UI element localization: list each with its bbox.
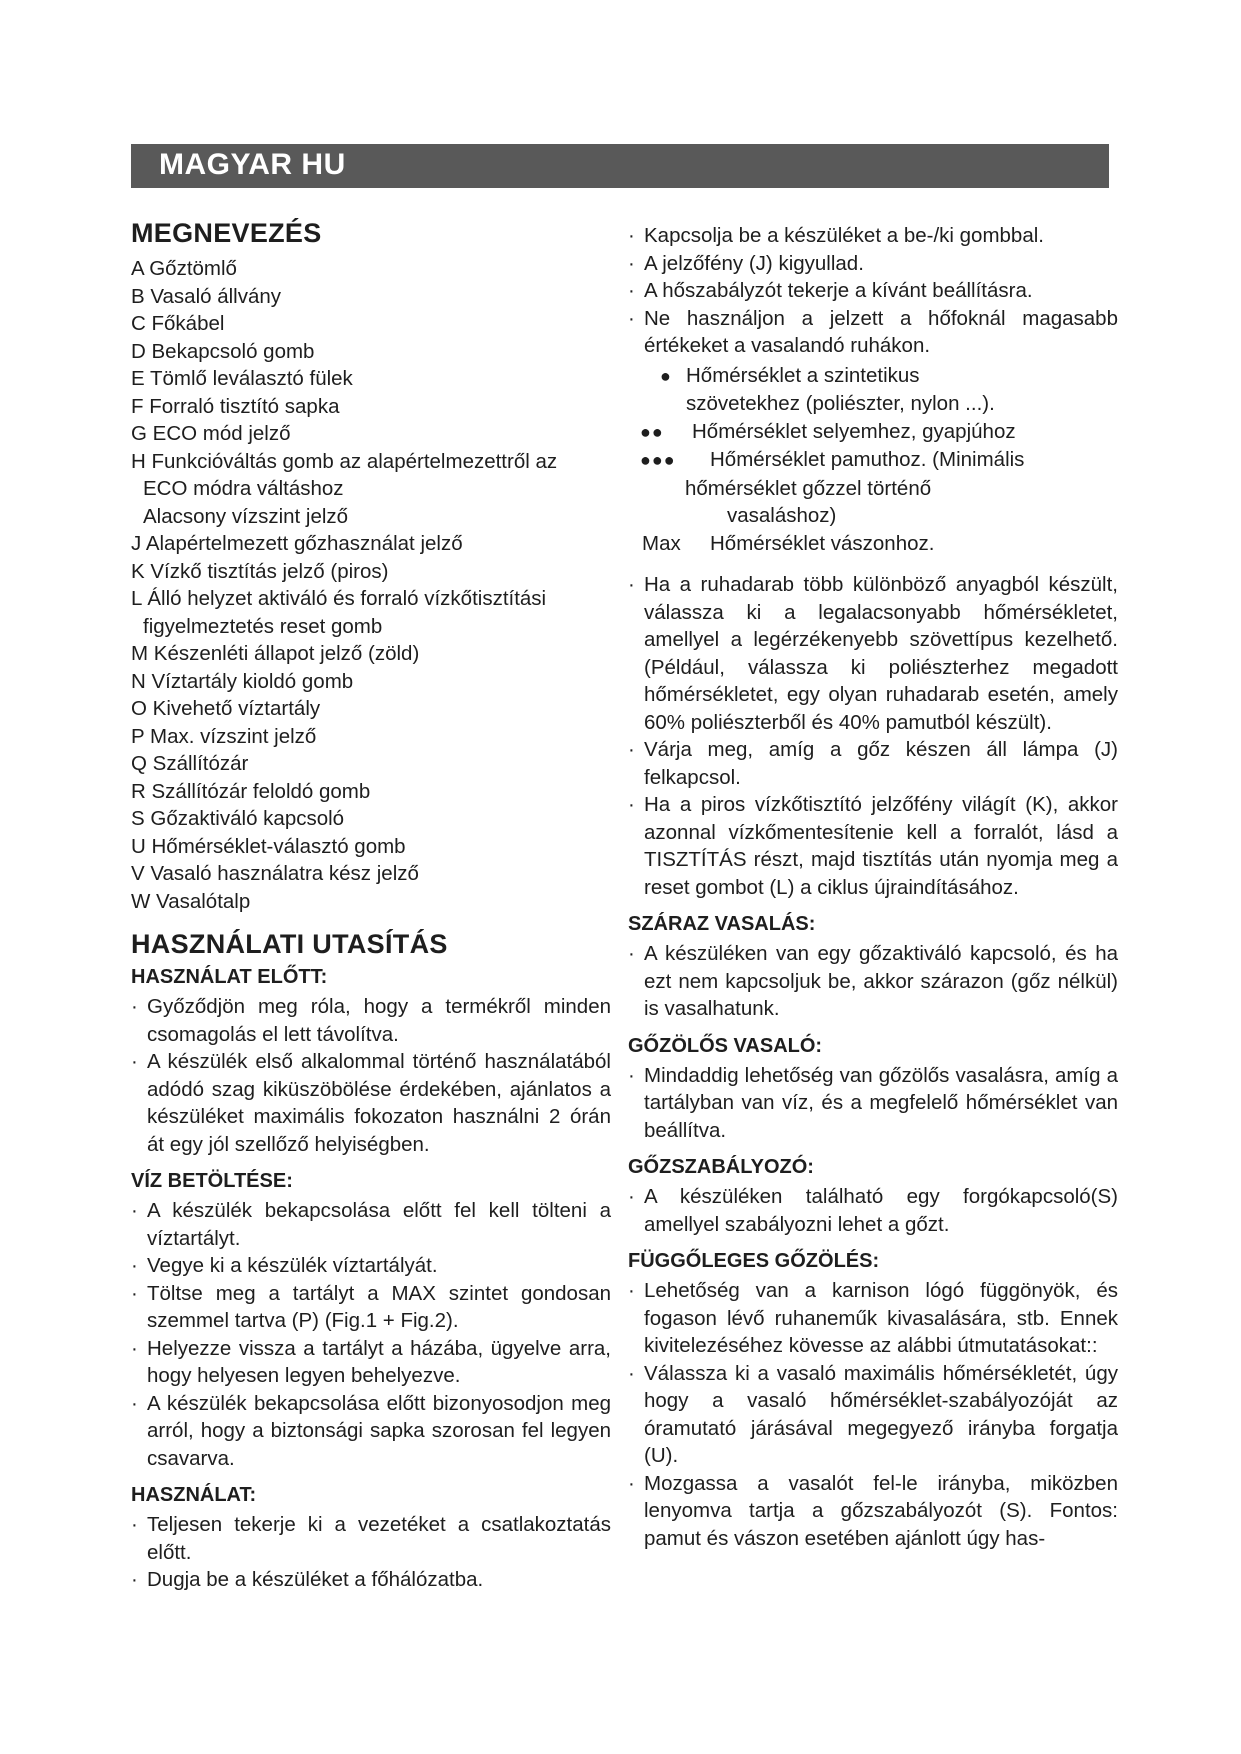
before-use-heading: HASZNÁLAT ELŐTT: xyxy=(131,966,328,988)
list-item: · A hőszabályzót tekerje a kívánt beállításra. xyxy=(628,277,1118,305)
list-item: · Ha a piros vízkőtisztító jelzőfény világít (K), akkor azonnal vízkőmentesítenie kell a forralót, lásd a TISZTÍTÁS részt, majd tisztítás után nyomja meg a reset gombot (L) a ciklus újraindításához. xyxy=(628,791,1118,901)
temp-text: vasaláshoz) xyxy=(727,504,837,527)
list-item: S Gőzaktiváló kapcsoló xyxy=(131,807,345,830)
temp-row-synthetic-cont xyxy=(628,390,1118,418)
list-item: · Válassza ki a vasaló maximális hőmérsékletét, úgy hogy a vasaló hőmérséklet-szabályozóját az óramutató járásával megegyező irányba forgatja (U). xyxy=(628,1360,1118,1470)
list-item: · Dugja be a készüléket a főhálózatba. xyxy=(131,1566,611,1594)
list-item: P Max. vízszint jelző xyxy=(131,724,317,748)
list-item: U Hőmérséklet-választó gomb xyxy=(131,834,406,858)
two-dot-symbol: ●● xyxy=(640,421,664,442)
list-item: V Vasaló használatra kész jelző xyxy=(131,862,419,885)
temp-row-linen xyxy=(628,530,1118,558)
list-item: figyelmeztetés reset gomb xyxy=(143,614,383,638)
list-item: · Helyezze vissza a tartályt a házába, ügyelve arra, hogy helyesen legyen behelyezve. xyxy=(131,1335,611,1390)
list-item: · Kapcsolja be a készüléket a be-/ki gombbal. xyxy=(628,222,1118,250)
list-item: M Készenléti állapot jelző (zöld) xyxy=(131,642,420,665)
language-banner xyxy=(131,144,1109,188)
list-item: · A készülék bekapcsolása előtt bizonyosodjon meg arról, hogy a biztonsági sapka szorosan fel legyen csavarva. xyxy=(131,1390,611,1473)
list-item: · Ha a ruhadarab több különböző anyagból készült, válassza ki a legalacsonyabb hőmérsékletet, amellyel a legérzékenyebb szövettípus kezelhető. (Például, válassza ki poliészterhez megadott hőmérsékletet, egy olyan ruhadarab esetén, amely 60% poliészterből és 40% pamutból készült). xyxy=(628,571,1118,736)
temp-row-cotton-cont xyxy=(628,475,1118,503)
temp-row-silk xyxy=(628,418,1118,447)
water-fill-heading: VÍZ BETÖLTÉSE: xyxy=(131,1170,293,1192)
list-item: W Vasalótalp xyxy=(131,889,251,913)
list-item: · A készüléken található egy forgókapcsoló(S) amellyel szabályozni lehet a gőzt. xyxy=(628,1183,1118,1238)
temp-text: Hőmérséklet vászonhoz. xyxy=(710,531,935,555)
dry-ironing-heading: SZÁRAZ VASALÁS: xyxy=(628,913,816,935)
list-item: O Kivehető víztartály xyxy=(131,697,321,720)
list-item: · Töltse meg a tartályt a MAX szintet gondosan szemmel tartva (P) (Fig.1 + Fig.2). xyxy=(131,1280,611,1335)
right-column xyxy=(628,222,1118,1552)
list-item: F Forraló tisztító sapka xyxy=(131,394,340,418)
list-item: · Vegye ki a készülék víztartályát. xyxy=(131,1252,611,1280)
list-item: Alacsony vízszint jelző xyxy=(143,504,349,528)
list-item: B Vasaló állvány xyxy=(131,284,282,308)
list-item: A Gőztömlő xyxy=(131,257,237,280)
list-item: N Víztartály kioldó gomb xyxy=(131,669,354,693)
list-item: G ECO mód jelző xyxy=(131,422,291,445)
list-item: · Teljesen tekerje ki a vezetéket a csatlakoztatás előtt. xyxy=(131,1511,611,1566)
list-item: ECO módra váltáshoz xyxy=(143,477,344,500)
three-dot-symbol: ●●● xyxy=(640,450,676,470)
list-item: · Lehetőség van a karnison lógó függönyök, és fogason lévő ruhaneműk kivasalására, stb. Ennek kivitelezéséhez kövesse az alábbi útmutatásokat:: xyxy=(628,1277,1118,1360)
max-symbol: Max xyxy=(642,531,681,555)
temp-text: szövetekhez (poliészter, nylon ...). xyxy=(686,392,995,415)
list-item: C Főkábel xyxy=(131,312,225,335)
temp-row-cotton-cont2 xyxy=(628,502,1118,530)
list-item: Q Szállítózár xyxy=(131,752,249,775)
list-item: L Álló helyzet aktiváló és forraló vízkőtisztítási xyxy=(131,587,547,610)
list-item: · Várja meg, amíg a gőz készen áll lámpa (J) felkapcsol. xyxy=(628,736,1118,791)
vertical-steam-heading: FÜGGŐLEGES GŐZÖLÉS: xyxy=(628,1250,880,1272)
steam-iron-heading: GŐZÖLŐS VASALÓ: xyxy=(628,1034,823,1057)
list-item: · Mindaddig lehetőség van gőzölős vasalásra, amíg a tartályban van víz, és a megfelelő hőmérséklet van beállítva. xyxy=(628,1062,1118,1145)
parts-list xyxy=(131,255,611,915)
list-item: R Szállítózár feloldó gomb xyxy=(131,779,371,803)
temp-text: Hőmérséklet a szintetikus xyxy=(686,363,920,387)
list-item: J Alapértelmezett gőzhasználat jelző xyxy=(131,532,463,555)
use-heading: HASZNÁLAT: xyxy=(131,1484,257,1506)
list-item: · A készülék első alkalommal történő használatából adódó szag kiküszöbölése érdekében, ajánlatos a készüléket maximális fokozaton használni 2 órán át egy jól szellőző helyiségben. xyxy=(131,1048,611,1158)
list-item: · Ne használjon a jelzett a hőfoknál magasabb értékeket a vasalandó ruhákon. xyxy=(628,305,1118,360)
usage-heading: HASZNÁLATI UTASÍTÁS xyxy=(131,929,448,959)
list-item: K Vízkő tisztítás jelző (piros) xyxy=(131,559,389,583)
temp-row-cotton xyxy=(628,446,1118,475)
temp-text: Hőmérséklet selyemhez, gyapjúhoz xyxy=(692,419,1016,443)
list-item: · Győződjön meg róla, hogy a termékről minden csomagolás el lett távolítva. xyxy=(131,993,611,1048)
steam-regulator-heading: GŐZSZABÁLYOZÓ: xyxy=(628,1156,814,1178)
list-item: · Mozgassa a vasalót fel-le irányba, miközben lenyomva tartja a gőzszabályozót (S). Fontos: pamut és vászon esetében ajánlott úgy has- xyxy=(628,1470,1118,1553)
list-item: D Bekapcsoló gomb xyxy=(131,339,315,363)
language-title: MAGYAR HU xyxy=(159,148,346,181)
list-item: · A készülék bekapcsolása előtt fel kell tölteni a víztartályt. xyxy=(131,1197,611,1252)
parts-heading: MEGNEVEZÉS xyxy=(131,218,322,248)
temperature-table xyxy=(628,362,1118,558)
left-column xyxy=(131,218,611,1594)
one-dot-symbol: ● xyxy=(660,365,672,386)
list-item: E Tömlő leválasztó fülek xyxy=(131,367,353,390)
temp-row-synthetic xyxy=(628,362,1118,391)
temp-text: hőmérséklet gőzzel történő xyxy=(685,476,932,500)
list-item: · A jelzőfény (J) kigyullad. xyxy=(628,250,1118,278)
list-item: H Funkcióváltás gomb az alapértelmezettről az xyxy=(131,449,558,473)
list-item: · A készüléken van egy gőzaktiváló kapcsoló, és ha ezt nem kapcsoljuk be, akkor szárazon (gőz nélkül) is vasalhatunk. xyxy=(628,940,1118,1023)
temp-text: Hőmérséklet pamuthoz. (Minimális xyxy=(710,448,1025,471)
